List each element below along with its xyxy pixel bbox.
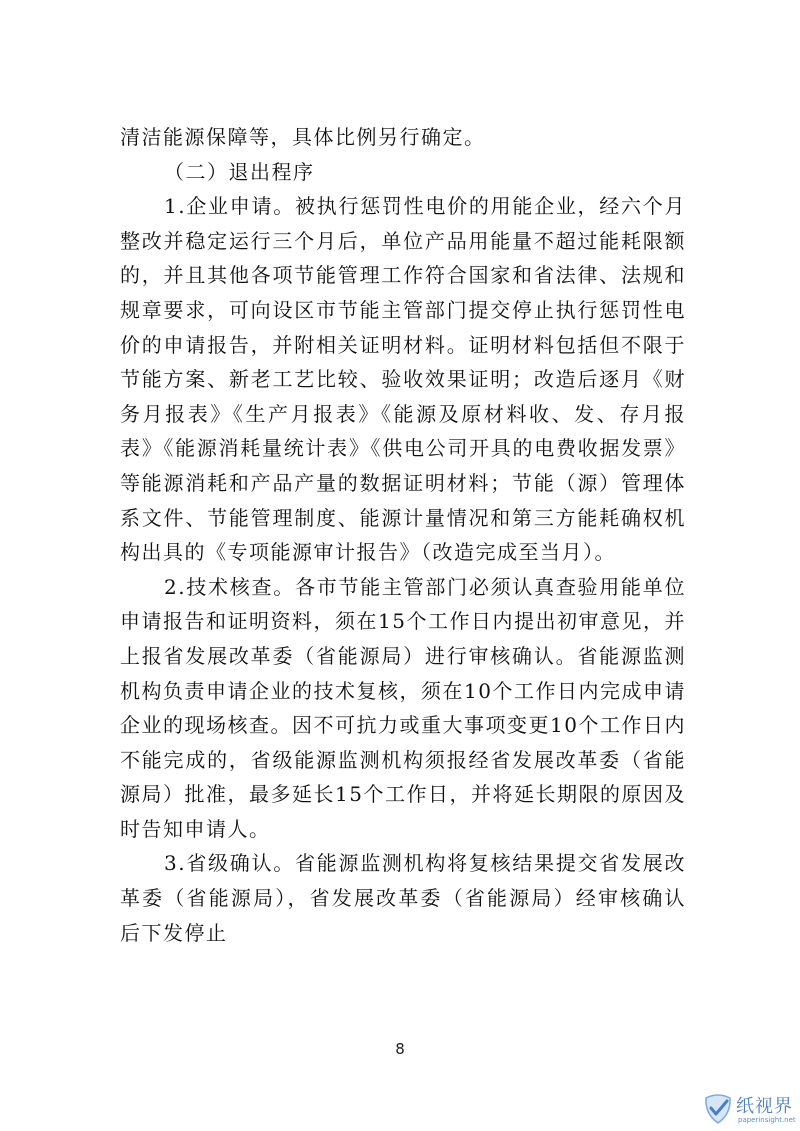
checkmark-shield-icon (700, 1090, 736, 1126)
watermark-text: 纸视界 (736, 1096, 793, 1117)
watermark (700, 1090, 800, 1131)
document-body (120, 120, 686, 950)
paragraph-technical-review: 2.技术核查。各市节能主管部门必须认真查验用能单位申请报告和证明资料，须在15个工作日内提出初审意见，并上报省发展改革委（省能源局）进行审核确认。省能源监测机构负责申请企业的技术复核，须在10个工作日内完成申请企业的现场核查。因不可抗力或重大事项变更10个工作日内不能完成的，省级能源监测机构须报经省发展改革委（省能源局）批准，最多延长15个工作日，并将延长期限的原因及时告知申请人。 (120, 574, 686, 841)
paragraph-continuation: 清洁能源保障等，具体比例另行确定。 (120, 125, 486, 149)
paragraph-provincial-confirmation: 3.省级确认。省能源监测机构将复核结果提交省发展改革委（省能源局），省发展改革委（省能源局）经审核确认后下发停止 (120, 851, 686, 945)
page-number: 8 (395, 1040, 405, 1058)
paragraph-enterprise-application: 1.企业申请。被执行惩罚性电价的用能企业，经六个月整改并稳定运行三个月后，单位产品用能量不超过能耗限额的，并且其他各项节能管理工作符合国家和省法律、法规和规章要求，可向设区市节能主管部门提交停止执行惩罚性电价的申请报告，并附相关证明材料。证明材料包括但不限于节能方案、新老工艺比较、验收效果证明；改造后逐月《财务月报表》《生产月报表》《能源及原材料收、发、存月报表》《能源消耗量统计表》《供电公司开具的电费收据发票》等能源消耗和产品产量的数据证明材料；节能（源）管理体系文件、节能管理制度、能源计量情况和第三方能耗确权机构出具的《专项能源审计报告》（改造完成至当月）。 (120, 194, 686, 565)
watermark-url: paperinsight.net (738, 1116, 796, 1124)
section-heading: （二）退出程序 (164, 159, 315, 184)
